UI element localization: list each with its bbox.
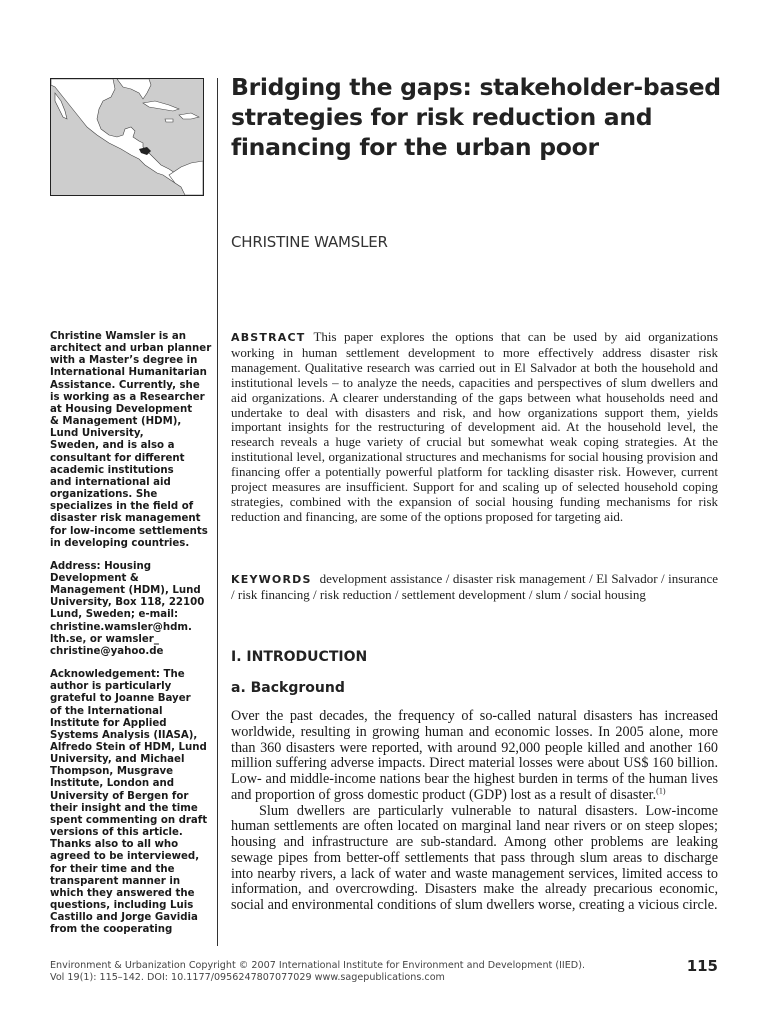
landmass-jamaica xyxy=(165,119,173,122)
keywords-label: KEYWORDS xyxy=(231,573,312,586)
abstract-text: This paper explores the options that can be used by aid organizations working in human settlement development to more effectively address disaster risk management. Qualitative research was carried out in El Salvador at both the household and institutional levels – to analyze the needs, capacities and perspectives of slum dwellers and aid organizations. A clearer understanding of the gaps between what households need and undertake to deal with disasters and risk, and how organizations support them, yields important insights for the restructuring of development aid. At the household level, the research reveals a huge variety of crucial but somewhat weak coping strategies. At the institutional level, organizational structures and mechanisms for social housing provision and financing offer a potentially powerful platform for tackling disaster risk. However, current project measures are insufficient. Support for and scaling up of selected household coping strategies, combined with the expansion of social housing funding mechanisms for risk reduction and financing, are some of the options proposed for targeting aid. xyxy=(231,329,718,524)
central-america-map-icon xyxy=(50,78,204,196)
subsection-heading: a. Background xyxy=(231,680,345,696)
paragraph-1-text: Over the past decades, the frequency of so-called natural disasters has increased worldwide, resulting in growing human and economic losses. In 2005 alone, more than 360 disasters were reported, with around 92,000 people killed and another 160 million suffering adverse impacts. Direct material losses were about US$ 160 billion. Low- and middle-income nations bear the highest burden in terms of the human lives and proportion of gross domestic product (GDP) lost as a result of disaster. xyxy=(231,708,718,803)
paragraph-1 xyxy=(231,709,718,804)
keywords xyxy=(231,572,718,603)
page-footer xyxy=(50,960,610,984)
footer-copyright: Environment & Urbanization Copyright © 2007 International Institute for Environment and Development (IIED). xyxy=(50,960,585,971)
paragraph-2: Slum dwellers are particularly vulnerable to natural disasters. Low-income human settlements are often located on marginal land near rivers or on steep slopes; housing and infrastructure are sub-standard. Among other problems are leaking sewage pipes from better-off settlements that pass through slum areas to discharge into nearby rivers, a lack of water and waste management services, limited access to information, and overcrowding. Disasters make the already precarious economic, social and environmental conditions of slum dwellers worse, creating a vicious circle. xyxy=(231,802,718,913)
author-name: CHRISTINE WAMSLER xyxy=(231,233,388,251)
keywords-text: development assistance / disaster risk management / El Salvador / insurance / risk financing / risk reduction / settlement development / slum / social housing xyxy=(231,571,718,602)
column-divider xyxy=(217,78,218,946)
page-number: 115 xyxy=(686,957,718,975)
acknowledgement: Acknowledgement: The author is particularly grateful to Joanne Bayer of the International Institute for Applied Systems Analysis (IIASA), Alfredo Stein of HDM, Lund University, and Michael Thompson, Musgrave Institute, London and University of Bergen for their insight and the time spent commenting on draft versions of this article. Thanks also to all who agreed to be interviewed, for their time and the transparent manner in which they answered the questions, including Luis Castillo and Jorge Gavidia from the cooperating xyxy=(50,669,208,936)
abstract-label: ABSTRACT xyxy=(231,331,306,344)
author-bio: Christine Wamsler is an architect and urban planner with a Master’s degree in International Humanitarian Assistance. Currently, she is working as a Researcher at Housing Development & Management (HDM), Lund University, Sweden, and is also a consultant for different academic institutions and international aid organizations. She specializes in the field of disaster risk management for low-income settlements in developing countries. xyxy=(50,331,212,549)
author-address: Address: Housing Development & Management (HDM), Lund University, Box 118, 22100 Lund, Sweden; e-mail: christine.wamsler@hdm. lth.se, or wamsler_ christine@yahoo.de xyxy=(50,560,205,657)
footnote-ref[interactable]: (1) xyxy=(656,786,666,796)
map-graphic xyxy=(51,79,203,195)
footer-citation: Vol 19(1): 115–142. DOI: 10.1177/0956247807077029 www.sagepublications.com xyxy=(50,972,445,983)
author-sidebar xyxy=(50,331,212,948)
abstract xyxy=(231,330,718,525)
article-title: Bridging the gaps: stakeholder-based strategies for risk reduction and financing for the urban poor xyxy=(231,73,721,161)
body-text xyxy=(231,709,718,914)
section-heading: I. INTRODUCTION xyxy=(231,649,368,665)
